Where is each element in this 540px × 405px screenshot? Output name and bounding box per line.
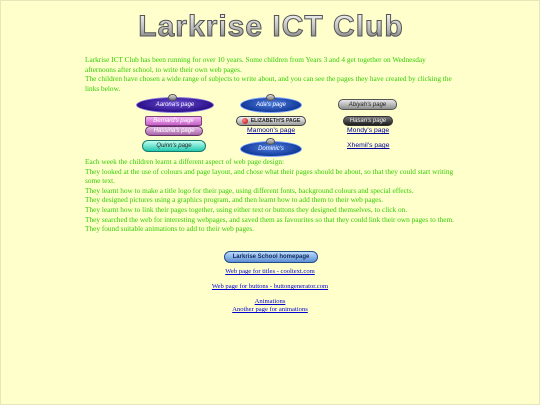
abiyah-page-button[interactable]: Abiyah's page xyxy=(338,99,397,110)
red-ball-icon xyxy=(242,118,248,124)
learning-summary xyxy=(85,157,455,234)
mamoon-page-link[interactable]: Mamoon's page xyxy=(247,127,296,134)
title-text: Larkrise ICT Club xyxy=(138,10,404,43)
elizabeth-page-label: ELIZABETH'S PAGE xyxy=(250,118,301,124)
hassina-page-button[interactable]: Hassina's page xyxy=(145,126,203,136)
week-line-3: They learnt how to make a title logo for their page, using different fonts, background colours and special effects. xyxy=(85,185,414,195)
hasan-page-button[interactable]: Hasan's page xyxy=(343,116,393,126)
button-knob xyxy=(266,94,275,101)
mondy-page-link[interactable]: Mondy's page xyxy=(347,127,390,134)
title-logo-graphic xyxy=(130,6,412,46)
week-line-5: They learnt how to link their pages together, using either text or buttons they designed themselves, to click on. xyxy=(85,204,408,214)
week-line-1: Each week the children learnt a different aspect of web page design: xyxy=(85,157,285,166)
ada-page-button[interactable]: Ada's page xyxy=(240,97,302,113)
week-line-2: They looked at the use of colours and page layout, and chose what their pages should be about, so that they could start writing some text. xyxy=(85,166,454,186)
animations-link[interactable]: Animations xyxy=(254,298,286,305)
titles-web-link[interactable]: Web page for titles - cooltext.com xyxy=(225,268,315,275)
quinn-page-button[interactable]: Quinn's page xyxy=(142,140,206,152)
elizabeth-page-button[interactable] xyxy=(236,116,306,126)
week-line-4: They designed pictures using a graphics program, and then learnt how to add them to their web pages. xyxy=(85,195,384,205)
intro-paragraph-1: Larkrise ICT Club has been running for over 10 years. Some children from Years 3 and 4 get together on Wednesday afternoons after school, to write their own web pages. xyxy=(85,55,426,74)
aarona-page-button[interactable]: Aarona's page xyxy=(136,97,214,113)
bernard-page-button[interactable]: Bernard's page xyxy=(145,116,202,126)
more-animations-link[interactable]: Another page for animations xyxy=(232,306,308,313)
buttons-web-link[interactable]: Web page for buttons - buttongenerator.com xyxy=(211,283,329,290)
week-line-6: They searched the web for interesting webpages, and saved them as favourites so that they could link their own pages to them. xyxy=(85,214,454,224)
xhemil-page-link[interactable]: Xhemil's page xyxy=(347,142,390,149)
intro-paragraph-2: The children have chosen a wide range of subjects to write about, and you can see the pages they have created by clicking the links below. xyxy=(85,74,452,93)
dominic-page-button[interactable]: Dominic's xyxy=(240,141,302,157)
button-knob xyxy=(168,94,177,101)
title-logo xyxy=(130,6,412,46)
week-line-7: They found suitable animations to add to their web pages. xyxy=(85,224,255,234)
button-knob xyxy=(266,138,275,145)
school-homepage-button[interactable]: Larkrise School homepage xyxy=(224,251,318,263)
intro-text xyxy=(85,55,455,93)
